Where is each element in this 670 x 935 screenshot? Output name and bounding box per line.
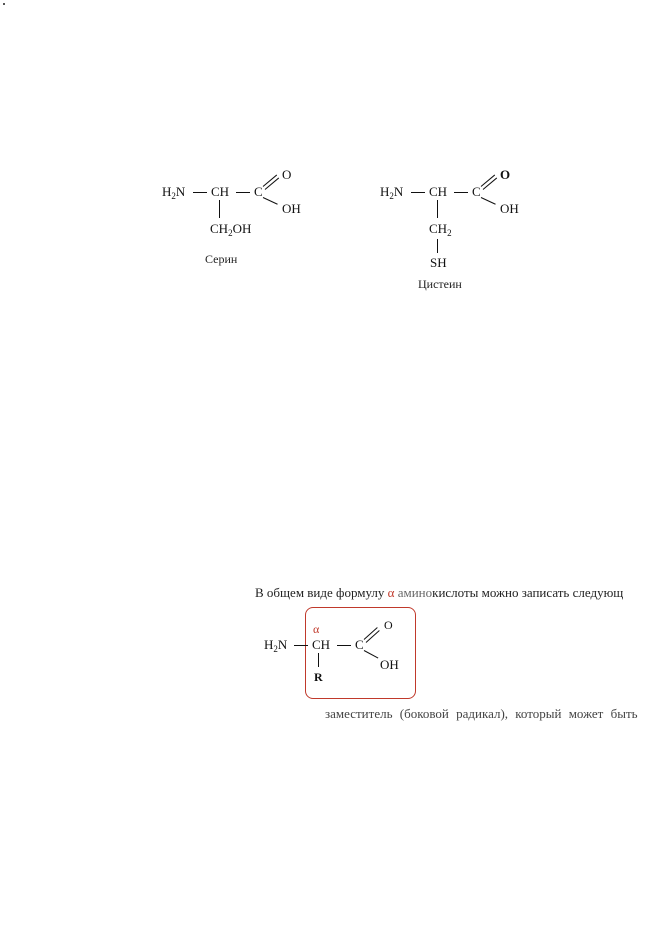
cysteine-bond-side [437, 200, 438, 218]
intro-prefix: В общем виде формулу [255, 585, 385, 600]
cysteine-bond-thiol [437, 239, 438, 253]
page-mark [3, 3, 5, 5]
general-alpha-carbon: CH [312, 637, 331, 652]
intro-line [255, 585, 623, 601]
cysteine-side-chain: $CH_2$ [429, 221, 452, 238]
cysteine-bond-c-c [454, 192, 468, 193]
general-bond-c-c [337, 645, 351, 646]
serine-oxygen: O [282, 167, 292, 182]
serine-bond-n-c [193, 192, 207, 193]
cysteine-alpha-carbon: CH [429, 184, 448, 199]
radical-line: заместитель (боковой радикал), который может быть [325, 706, 638, 721]
general-amino-group: $H_2N$ [264, 637, 288, 654]
general-bond-radical [318, 653, 319, 667]
cysteine-amino-group: $H_2N$ [380, 184, 404, 201]
cysteine-bond-n-c [411, 192, 425, 193]
intro-alpha: α [387, 585, 395, 600]
cysteine-bond-c-oh [481, 197, 496, 205]
serine-side-chain: $CH_2OH$ [210, 221, 252, 238]
serine-caption: Серин [205, 252, 238, 266]
general-carboxyl-carbon: C [355, 637, 364, 652]
intro-suffix: кислоты можно записать следующ [432, 585, 624, 600]
general-radical: R [314, 670, 323, 684]
serine-amino-group: $H_2N$ [162, 184, 186, 201]
serine-bond-side [219, 200, 220, 218]
intro-amino: амино [397, 585, 433, 600]
alpha-highlight-box [305, 607, 416, 699]
serine-bond-c-c [236, 192, 250, 193]
general-alpha-label: α [313, 622, 320, 636]
general-hydroxyl: OH [380, 657, 399, 672]
serine-hydroxyl: OH [282, 201, 301, 216]
cysteine-carboxyl-carbon: C [472, 184, 481, 199]
serine-carboxyl-carbon: C [254, 184, 263, 199]
cysteine-caption: Цистеин [418, 277, 462, 291]
serine-alpha-carbon: CH [211, 184, 230, 199]
cysteine-thiol: SH [430, 255, 447, 270]
general-bond-n-c [294, 645, 308, 646]
cysteine-hydroxyl: OH [500, 201, 519, 216]
serine-bond-c-oh [263, 197, 278, 205]
cysteine-oxygen: O [500, 167, 511, 182]
general-oxygen: O [384, 618, 393, 632]
